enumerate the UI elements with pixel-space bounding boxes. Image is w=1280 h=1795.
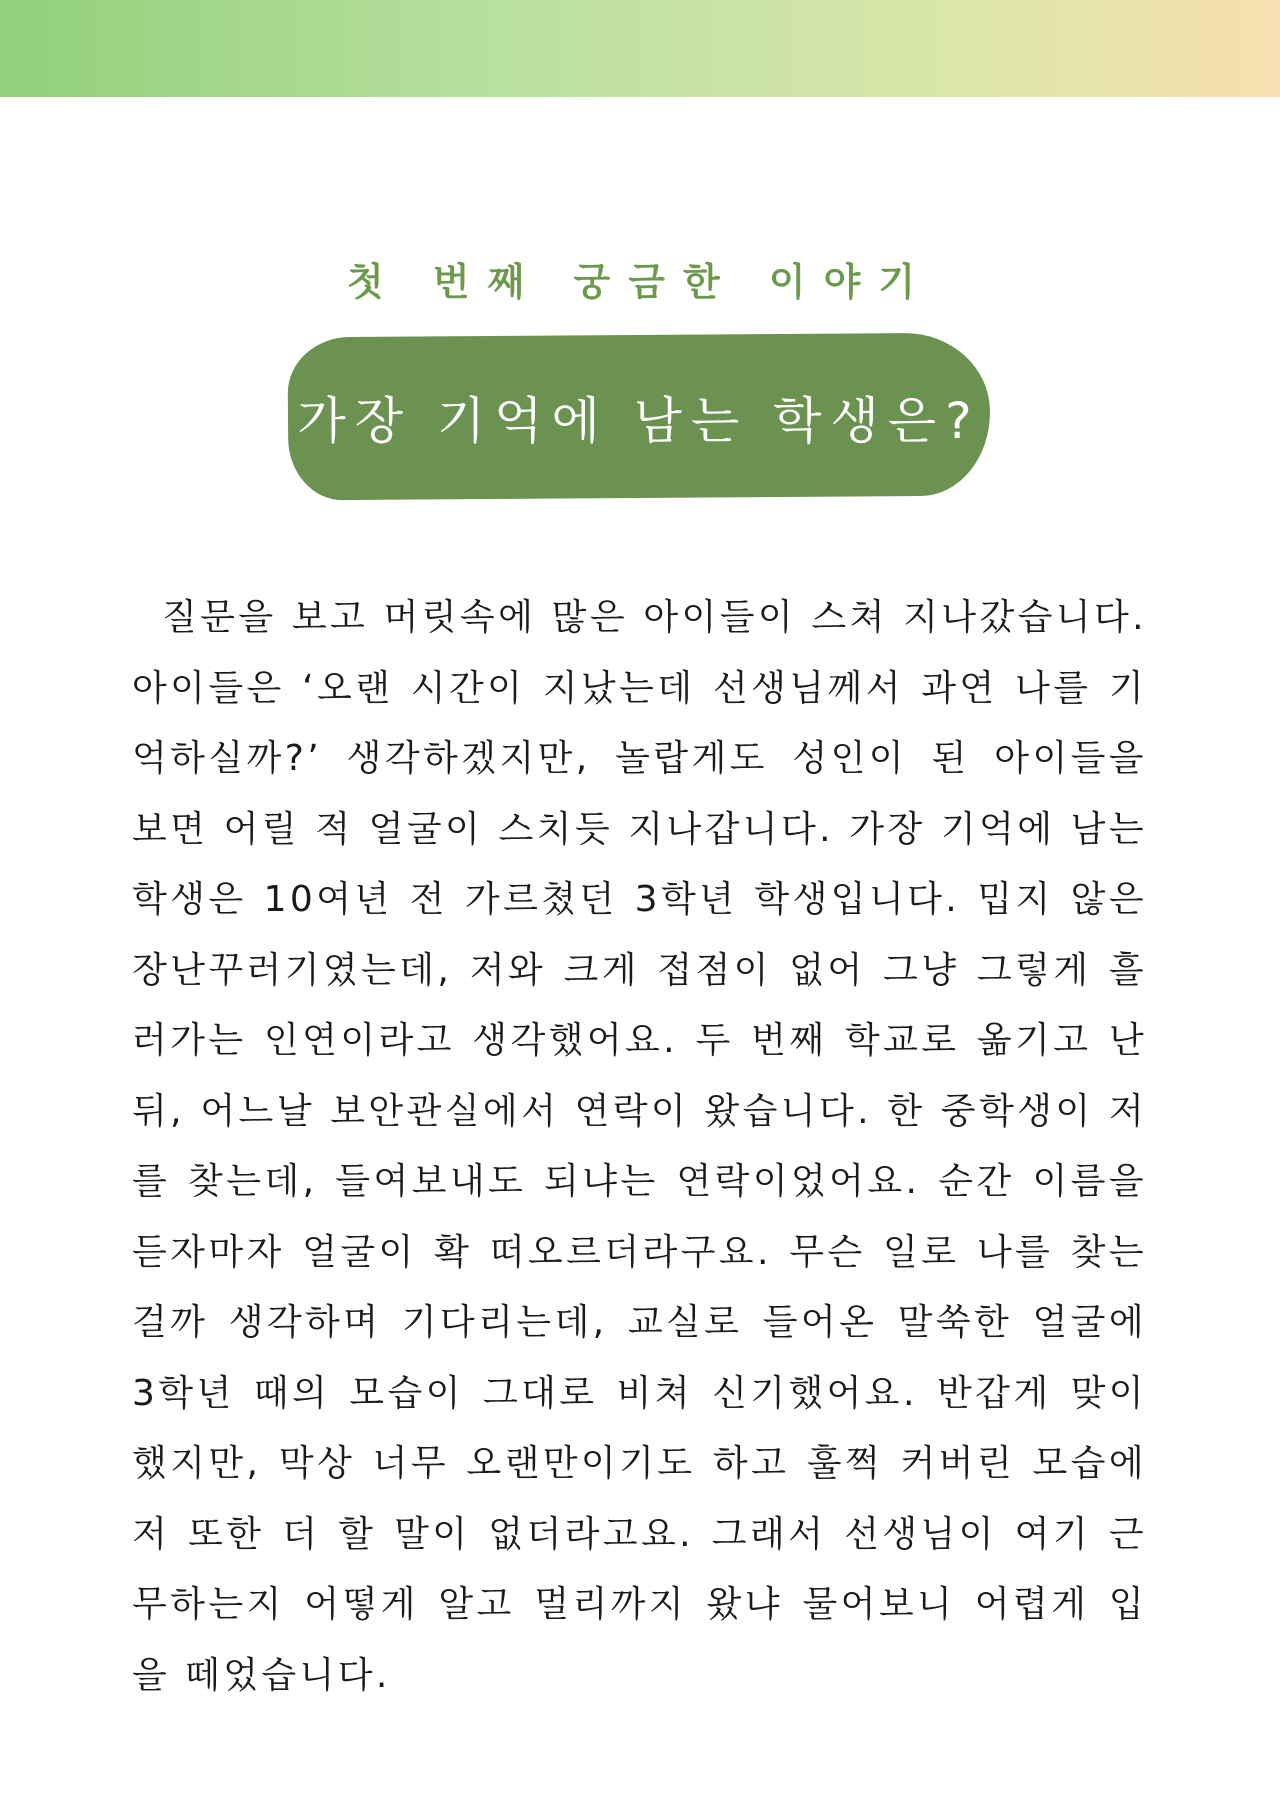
top-gradient-band — [0, 0, 1280, 97]
page-title: 가장 기억에 남는 학생은? — [297, 391, 981, 450]
body-paragraph: 질문을 보고 머릿속에 많은 아이들이 스쳐 지나갔습니다. 아이들은 ‘오랜 시간이 지났는데 선생님께서 과연 나를 기억하실까?’ 생각하겠지만, 놀랍게도 성인이 된 아이들을 보면 어릴 적 얼굴이 스치듯 지나갑니다. 가장 기억에 남는 학생은 10여년 전 가르쳤던 3학년 학생입니다. 밉지 않은 장난꾸러기였는데, 저와 크게 접점이 없어 그냥 그렇게 흘러가는 인연이라고 생각했어요. 두 번째 학교로 옮기고 난 뒤, 어느날 보안관실에서 연락이 왔습니다. 한 중학생이 저를 찾는데, 들여보내도 되냐는 연락이었어요. 순간 이름을 듣자마자 얼굴이 확 떠오르더라구요. 무슨 일로 나를 찾는 걸까 생각하며 기다리는데, 교실로 들어온 말쑥한 얼굴에 3학년 때의 모습이 그대로 비쳐 신기했어요. 반갑게 맞이했지만, 막상 너무 오랜만이기도 하고 훌쩍 커버린 모습에 저 또한 더 할 말이 없더라고요. 그래서 선생님이 여기 근무하는지 어떻게 알고 멀리까지 왔냐 물어보니 어렵게 입을 떼었습니다. — [132, 597, 1147, 1696]
chapter-kicker: 첫 번째 궁금한 이야기 — [346, 260, 934, 304]
